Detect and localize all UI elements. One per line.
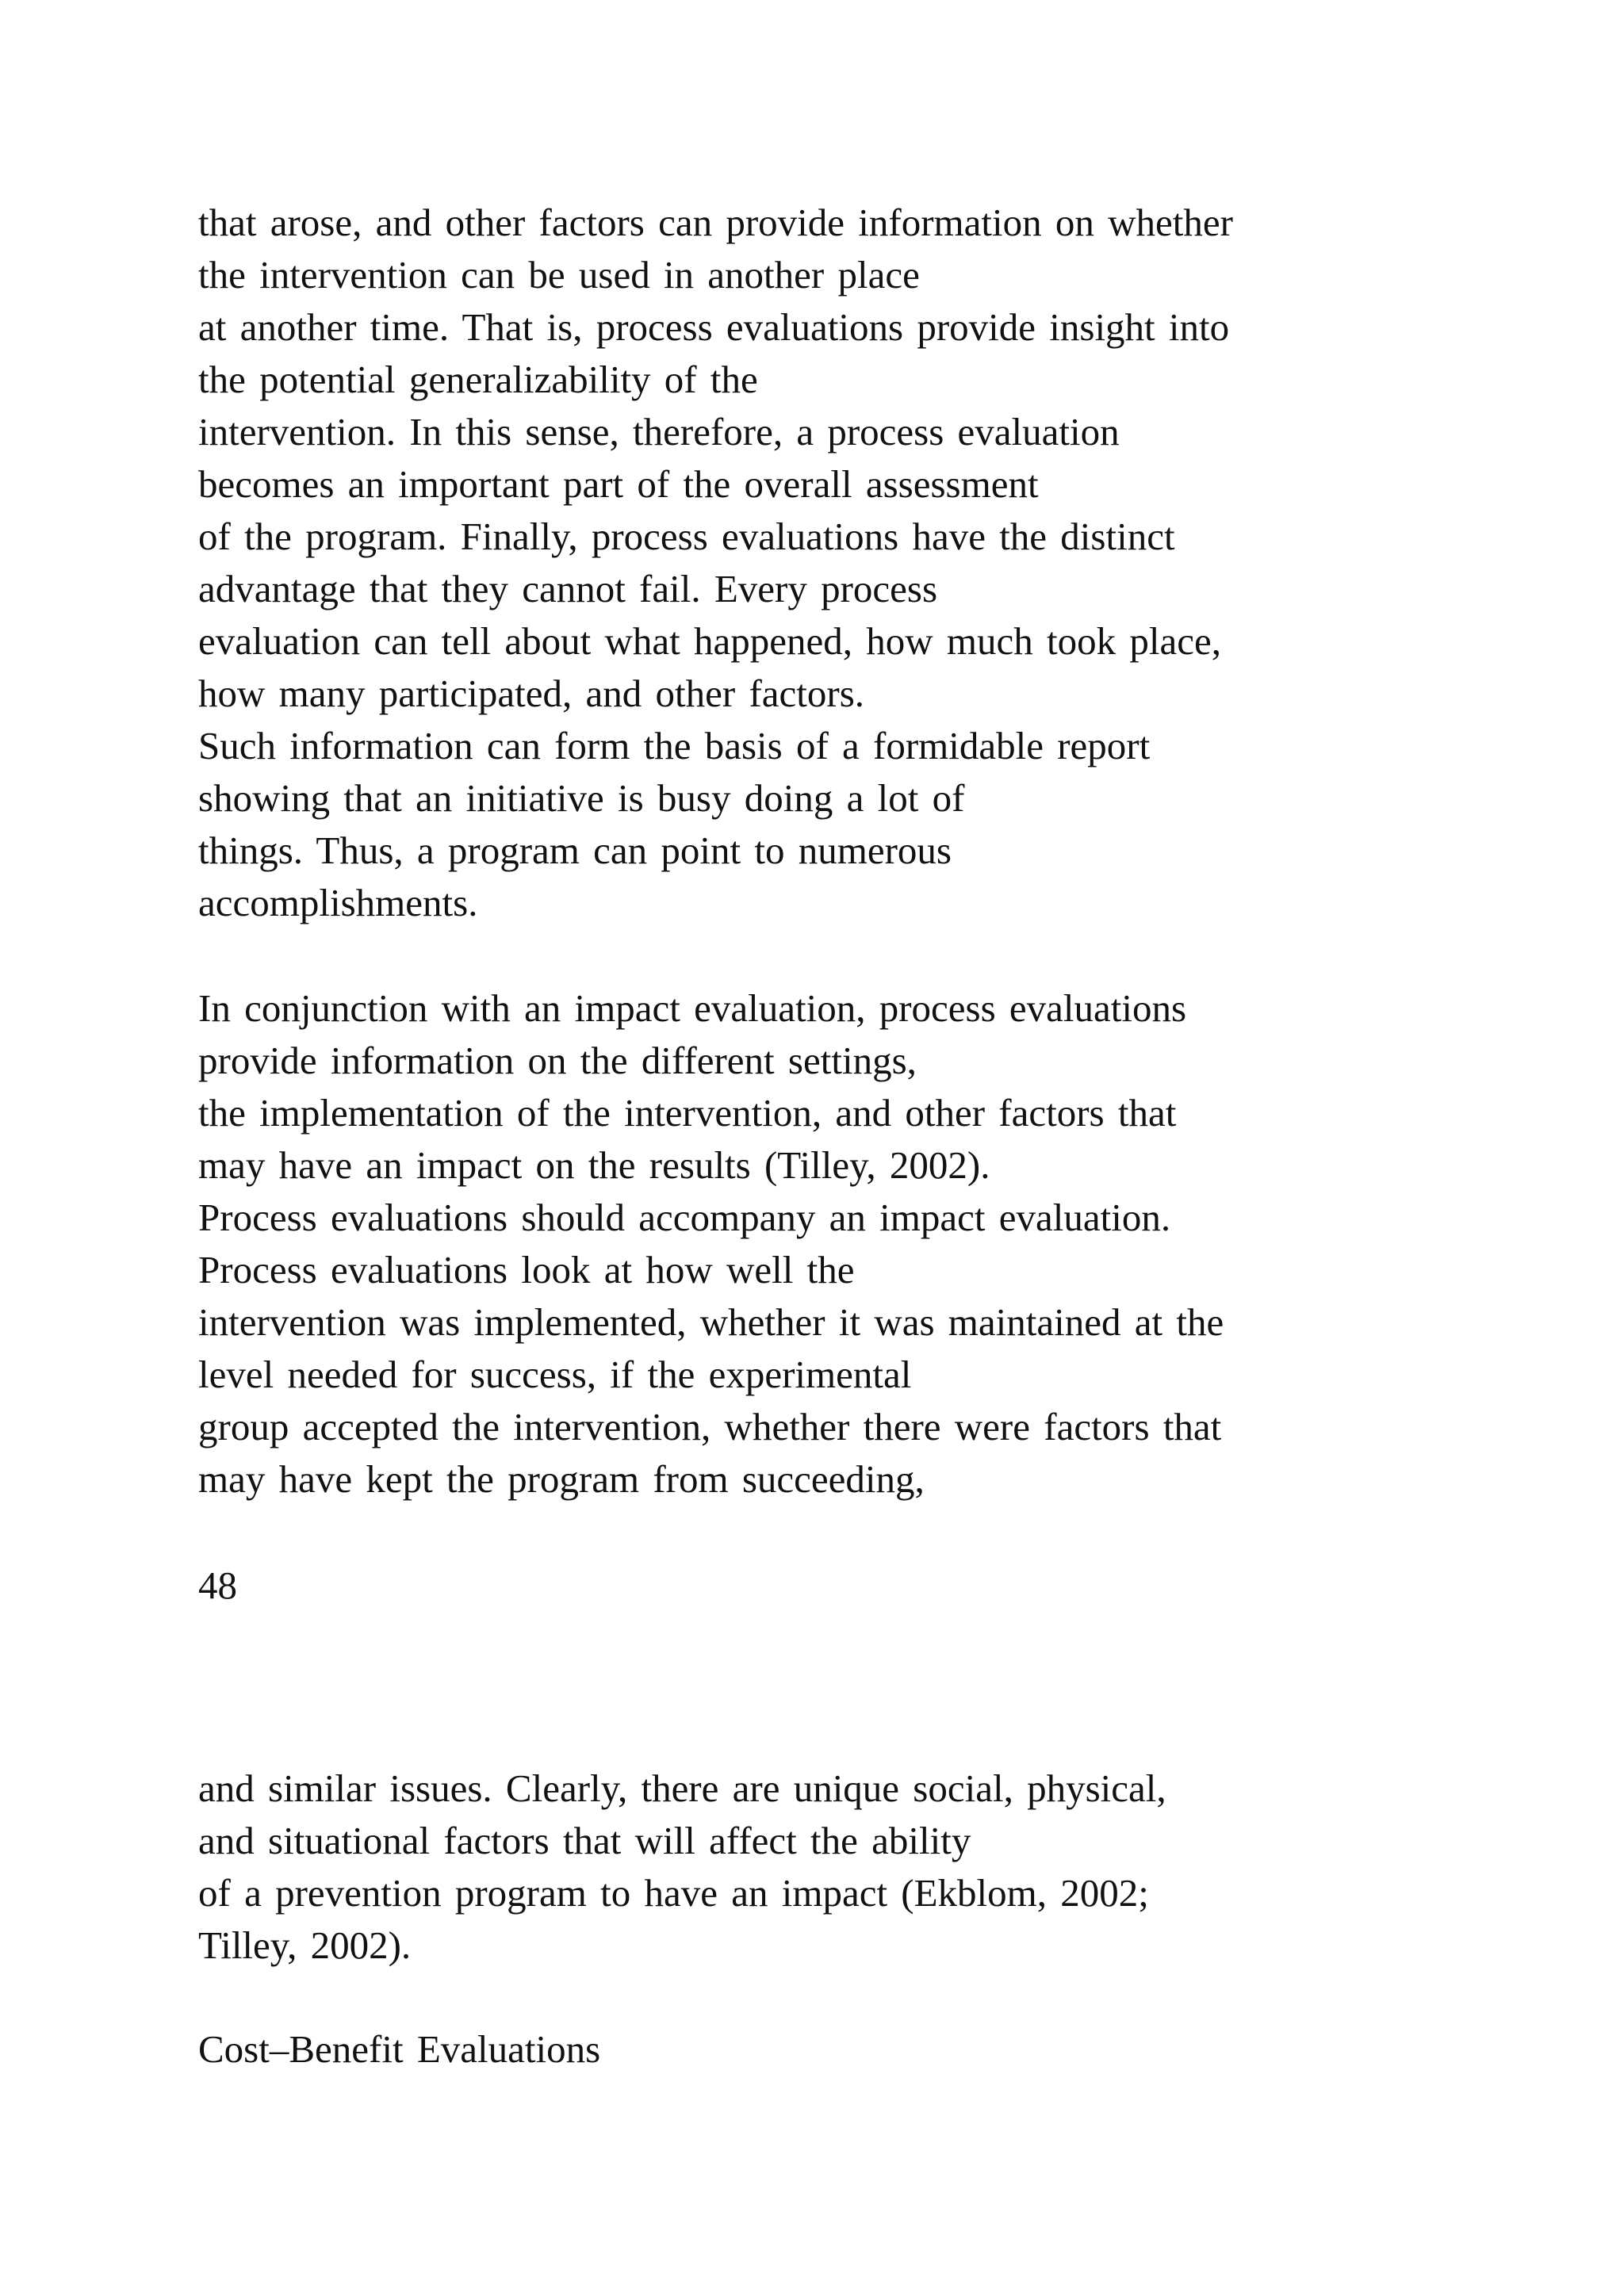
text-line: at another time. That is, process evaluations provide insight into: [198, 305, 1230, 349]
text-line: how many participated, and other factors.: [198, 672, 865, 715]
text-line: and situational factors that will affect the ability: [198, 1819, 971, 1862]
text-line: accomplishments.: [198, 881, 478, 924]
text-line: group accepted the intervention, whether there were factors that: [198, 1405, 1222, 1448]
text-line: that arose, and other factors can provide information on whether: [198, 201, 1233, 244]
text-line: becomes an important part of the overall assessment: [198, 462, 1039, 506]
text-line: level needed for success, if the experimental: [198, 1353, 912, 1396]
text-line: In conjunction with an impact evaluation, process evaluations: [198, 986, 1187, 1030]
text-line: Such information can form the basis of a formidable report: [198, 724, 1151, 767]
text-line: the implementation of the intervention, and other factors that: [198, 1091, 1177, 1135]
page-number: [198, 1559, 1507, 1612]
text-line: provide information on the different settings,: [198, 1039, 917, 1082]
text-line: of a prevention program to have an impact (Ekblom, 2002;: [198, 1871, 1149, 1915]
text-line: advantage that they cannot fail. Every process: [198, 567, 938, 610]
section-heading-text: Cost–Benefit Evaluations: [198, 2027, 601, 2071]
text-line: Process evaluations look at how well the: [198, 1248, 855, 1292]
paragraph-process-evaluation-benefits: [198, 197, 1507, 929]
paragraph-impact-evaluation: [198, 982, 1507, 1506]
text-line: may have an impact on the results (Tilley, 2002).: [198, 1143, 990, 1187]
section-heading: [198, 2023, 1507, 2076]
paragraph-situational-factors: [198, 1762, 1507, 1972]
page-number-text: 48: [198, 1563, 237, 1607]
text-line: the potential generalizability of the: [198, 358, 758, 401]
text-line: Tilley, 2002).: [198, 1923, 412, 1967]
text-line: intervention. In this sense, therefore, a process evaluation: [198, 410, 1120, 453]
text-line: the intervention can be used in another place: [198, 253, 920, 297]
text-line: Process evaluations should accompany an impact evaluation.: [198, 1196, 1171, 1239]
text-line: and similar issues. Clearly, there are unique social, physical,: [198, 1766, 1166, 1810]
text-line: may have kept the program from succeeding,: [198, 1457, 925, 1501]
text-line: intervention was implemented, whether it was maintained at the: [198, 1300, 1224, 1344]
text-line: things. Thus, a program can point to numerous: [198, 828, 952, 872]
text-line: of the program. Finally, process evaluations have the distinct: [198, 515, 1175, 558]
text-line: evaluation can tell about what happened, how much took place,: [198, 619, 1222, 663]
text-line: showing that an initiative is busy doing a lot of: [198, 776, 965, 820]
